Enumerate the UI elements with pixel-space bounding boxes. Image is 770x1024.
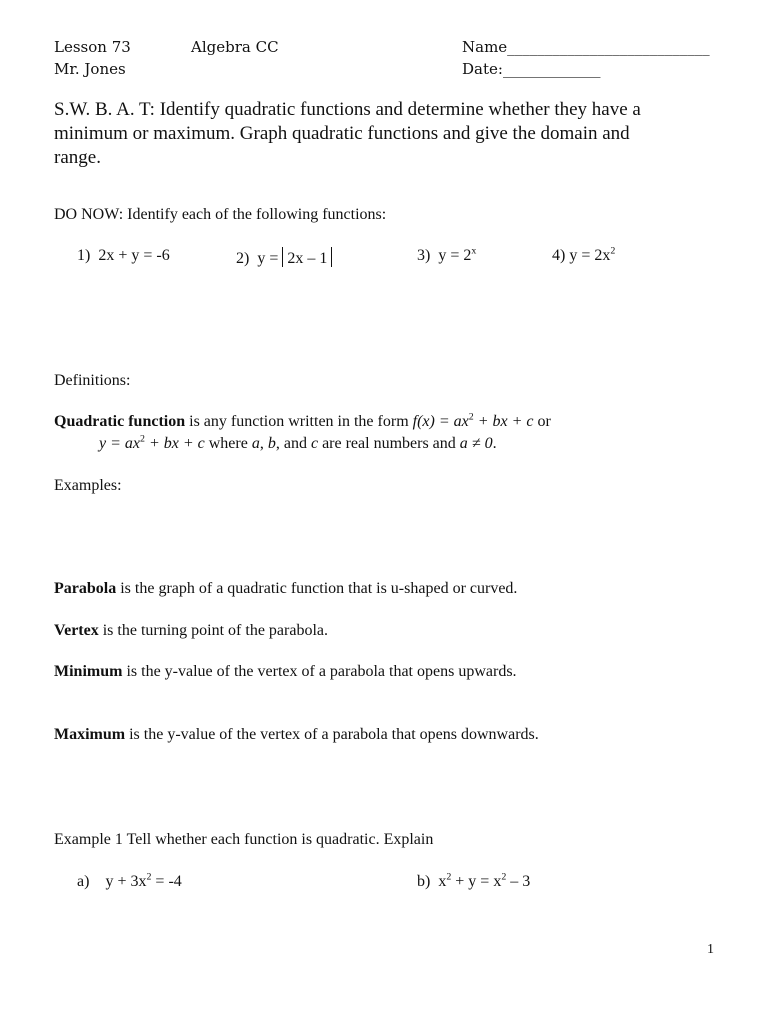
period: . bbox=[492, 435, 497, 452]
exponent: 2 bbox=[140, 433, 145, 445]
item-number: 3) bbox=[417, 247, 431, 264]
form-rest: + bx + c bbox=[473, 413, 534, 430]
minimum-text: is the y-value of the vertex of a parabola that opens upwards. bbox=[122, 663, 517, 680]
item-prefix: y = bbox=[257, 250, 279, 267]
parabola-text: is the graph of a quadratic function that is u-shaped or curved. bbox=[116, 580, 518, 597]
or-text: or bbox=[533, 413, 551, 430]
quadratic-term: Quadratic function bbox=[54, 413, 186, 430]
and-text: , and bbox=[275, 435, 311, 452]
example-1-heading: Example 1 Tell whether each function is quadratic. Explain bbox=[54, 831, 434, 848]
swbat-line-2: minimum or maximum. Graph quadratic functions and give the domain and bbox=[54, 123, 630, 144]
var-c: c bbox=[310, 435, 319, 452]
maximum-text: is the y-value of the vertex of a parabola that opens downwards. bbox=[125, 726, 539, 743]
minimum-term: Minimum bbox=[54, 663, 123, 680]
do-now-item-1 bbox=[77, 247, 170, 265]
name-blank: ___________________________ bbox=[507, 38, 710, 56]
where-text: where bbox=[204, 435, 252, 452]
definitions-heading: Definitions: bbox=[54, 372, 131, 389]
definition-text: is any function written in the form bbox=[185, 413, 413, 430]
exponent: 2 bbox=[146, 871, 152, 883]
part-pre: y + 3x bbox=[105, 873, 147, 890]
date-field bbox=[462, 60, 600, 78]
form-y: y = ax bbox=[99, 435, 140, 452]
example-1-part-b bbox=[417, 873, 530, 891]
swbat-line-1: S.W. B. A. T: Identify quadratic functions and determine whether they have a bbox=[54, 99, 641, 120]
vertex-definition bbox=[54, 622, 328, 640]
form-rest: + bx + c bbox=[144, 435, 205, 452]
condition: a ≠ 0 bbox=[459, 435, 493, 452]
minimum-definition bbox=[54, 663, 517, 681]
do-now-item-3 bbox=[417, 247, 476, 265]
part-pre: x bbox=[438, 873, 447, 890]
do-now-heading: DO NOW: Identify each of the following functions: bbox=[54, 206, 387, 223]
part-mid: + y = x bbox=[451, 873, 502, 890]
item-number: 1) bbox=[77, 247, 91, 264]
examples-heading: Examples: bbox=[54, 477, 122, 494]
item-base: y = 2x bbox=[569, 247, 611, 264]
maximum-definition bbox=[54, 726, 539, 744]
exponent: 2 bbox=[446, 871, 452, 883]
parabola-definition bbox=[54, 580, 517, 598]
comma: , bbox=[259, 435, 268, 452]
item-inner: 2x – 1 bbox=[287, 250, 328, 267]
item-number: 4) bbox=[552, 247, 566, 264]
part-label: a) bbox=[77, 873, 90, 890]
parabola-term: Parabola bbox=[54, 580, 117, 597]
maximum-term: Maximum bbox=[54, 726, 126, 743]
name-label: Name bbox=[462, 38, 508, 56]
vertex-text: is the turning point of the parabola. bbox=[98, 622, 328, 639]
swbat-line-3: range. bbox=[54, 147, 101, 168]
lesson-number: Lesson 73 bbox=[54, 38, 131, 56]
absolute-value-bar-left bbox=[282, 247, 283, 267]
teacher-name: Mr. Jones bbox=[54, 60, 126, 78]
item-expression: 2x + y = -6 bbox=[98, 247, 170, 264]
item-number: 2) bbox=[236, 250, 250, 267]
absolute-value-bar-right bbox=[331, 247, 332, 267]
course-name: Algebra CC bbox=[191, 38, 279, 56]
vertex-term: Vertex bbox=[54, 622, 99, 639]
part-post: – 3 bbox=[506, 873, 531, 890]
do-now-item-4 bbox=[552, 247, 615, 265]
do-now-item-2 bbox=[236, 247, 336, 268]
part-post: = -4 bbox=[151, 873, 182, 890]
var-a: a bbox=[251, 435, 260, 452]
exponent: 2 bbox=[468, 411, 474, 423]
item-exponent: x bbox=[471, 245, 477, 257]
part-label: b) bbox=[417, 873, 431, 890]
example-1-part-a bbox=[77, 873, 182, 891]
quadratic-definition-line-2 bbox=[99, 435, 497, 453]
item-exponent: 2 bbox=[610, 245, 616, 257]
exponent: 2 bbox=[501, 871, 507, 883]
date-blank: _____________ bbox=[502, 60, 601, 78]
name-field bbox=[462, 38, 710, 56]
item-base: y = 2 bbox=[438, 247, 472, 264]
real-text: are real numbers and bbox=[318, 435, 460, 452]
form-fx: f(x) = ax bbox=[412, 413, 469, 430]
var-b: b bbox=[267, 435, 276, 452]
quadratic-definition-line-1 bbox=[54, 413, 551, 431]
date-label: Date: bbox=[462, 60, 503, 78]
page-number: 1 bbox=[707, 942, 714, 957]
